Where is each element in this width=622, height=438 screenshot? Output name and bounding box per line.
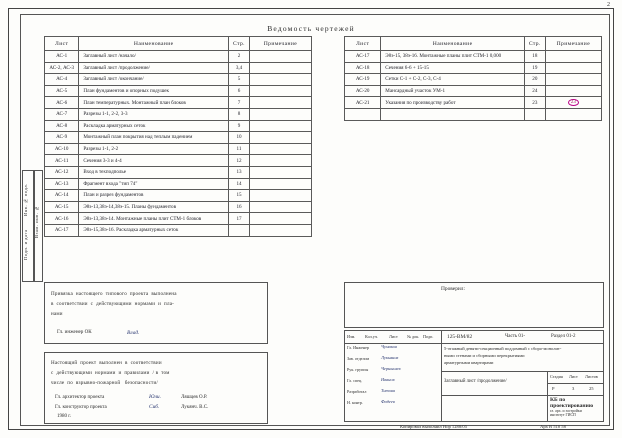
note-top-signature: Влад. [127,330,140,336]
cell-name: План температурных. Монтажный план блоков [79,97,229,109]
table-row [345,74,602,86]
cell-note [249,224,311,236]
table-row-empty [345,108,602,120]
cell-page: 10 [229,132,250,144]
cell-page: 9 [229,120,250,132]
page-corner-number: 2 [607,2,610,8]
note-top-line-1: Привязка настоящего типового проекта выполнена [51,291,177,297]
table-row [45,132,312,144]
cell-sheet: АС-11 [45,155,79,167]
cell-note [249,213,311,225]
table-header-row [45,37,312,51]
left-sheet-list-table [44,36,312,237]
table-row [45,85,312,97]
cell-name: Раскладка арматурных сеток [79,120,229,132]
organization-cell [547,395,603,421]
cell-sheet: АС-9 [45,132,79,144]
cell-name: Вход в техподполье [79,166,229,178]
note-bottom-date: 1980 г. [57,414,71,419]
col-header-note: Примечание [249,37,311,51]
cell-page: 16 [229,201,250,213]
cell-sheet [345,108,381,120]
cell-sheet: АС-2, АС-3 [45,62,79,74]
sheet-title: Заглавный лист /продолжение/ [444,379,507,384]
table-row [45,224,312,236]
cell-sheet: АС-15 [45,201,79,213]
cell-note [249,178,311,190]
cell-note [545,62,601,74]
approval-title: Проверил: [441,286,465,292]
cell-name: Разрезы 1-1, 2-2 [79,143,229,155]
rev-col-header-podp: Подп. [423,334,434,339]
cell-sheet: АС-4 [45,74,79,86]
cell-name: Заглавный лист /продолжение/ [79,62,229,74]
sheet-value: 3 [572,386,575,391]
table-row [45,74,312,86]
rev-col-header-doc: № док. [407,334,420,339]
tb-name-2: Чернышев [381,366,401,371]
cell-note [249,190,311,202]
cell-page: 11 [229,143,250,155]
note-bottom-line-2: с действующими нормами и правилами / в том [51,370,170,376]
stage-value: Р [552,386,555,391]
cell-page: 19 [524,62,545,74]
object-name-line-2: ными стенами и сборными перекрытиями [444,353,525,358]
cell-page: 2 [229,51,250,63]
cell-page: 7 [229,97,250,109]
side-stamp-line-1: Инв. № подл. [23,183,28,216]
cell-note [249,51,311,63]
cell-name: Э8э-13,38э-14,38э-15. Планы фундаментов [79,201,229,213]
cell-name: Монтажный план покрытия над теплым падением [79,132,229,144]
cell-note [545,74,601,86]
col-header-name: Наименование [381,37,525,51]
note-top-signer-label: Гл. инженер ОК [57,329,92,335]
cell-note [249,85,311,97]
cell-note [249,108,311,120]
sheets-label: Листов [585,374,598,379]
cell-note [545,85,601,97]
cell-page: 17 [229,213,250,225]
cell-name: Э8э-15,38э-16. Раскладка арматурных сеток [79,224,229,236]
rev-col-header-list: Лист [389,334,398,339]
approval-box [344,282,604,328]
role-architect: Гл. архитектор проекта [55,395,105,400]
table-row [45,97,312,109]
table-row [345,85,602,97]
table-row [45,166,312,178]
side-stamp-line-2: Подп. и дата [23,229,28,260]
organization-line-3: институт ГИСП [550,413,576,417]
cell-sheet: АС-6 [45,97,79,109]
cell-name: План фундаментов и опорных подушек [79,85,229,97]
signature-architect: Юли. [149,394,161,400]
cell-sheet: АС-16 [45,213,79,225]
table-row [45,201,312,213]
tb-name-5: Фадеев [381,399,395,404]
tb-role-3: Гл. спец. [347,378,363,383]
cell-page: 13 [229,166,250,178]
cell-sheet: АС-1 [45,51,79,63]
cell-sheet: АС-17 [345,51,381,63]
table-row [45,108,312,120]
cell-name: Сечения 3-3 и 4-4 [79,155,229,167]
object-name-line-3: арматурными квартирами [444,360,494,365]
revision-table [345,331,442,421]
name-architect: Ляшцев О.Р. [181,395,208,400]
copy-note: Копировал выполнил Нор 1288/05 [400,424,467,429]
table-row [45,213,312,225]
cell-page: 24 [524,85,545,97]
cell-sheet: АС-20 [345,85,381,97]
table-row [45,143,312,155]
table-row [45,62,312,74]
tb-name-3: Иванов [381,377,395,382]
cell-sheet: АС-13 [45,178,79,190]
tb-name-0: Чумаков [381,344,397,349]
cell-sheet: АС-18 [345,62,381,74]
signature-constructor: Сиб. [149,404,160,410]
cell-sheet: АС-8 [45,120,79,132]
cell-name: Указания по производству работ [381,97,525,109]
cell-name: План и разрез фундаментов [79,190,229,202]
cell-name: Заглавный лист /окончание/ [79,74,229,86]
cell-name: Э8э-13,38э-14. Монтажные планы плит СТМ-1 блоков [79,213,229,225]
tb-role-4: Разработал [347,389,367,394]
cell-page: 14 [229,178,250,190]
cell-note [249,155,311,167]
note-bottom-line-1: Настоящий проект выполнен в соответствии [51,360,162,366]
cell-sheet: АС-21 [345,97,381,109]
sheet-label: Лист [569,374,578,379]
object-name-block [441,343,603,372]
table-row [345,97,602,109]
cell-page [229,224,250,236]
table-row [45,178,312,190]
cell-page: 3,4 [229,62,250,74]
cell-page: 15 [229,190,250,202]
cell-sheet: АС-12 [45,166,79,178]
cell-page: 8 [229,108,250,120]
project-code: 125-ВМ/82 [447,334,473,340]
col-header-page: Стр. [524,37,545,51]
tb-role-5: Н. контр. [347,400,363,405]
organization-name: КБ по проектированию [550,397,594,409]
cell-name: Мансардный участок УМ-1 [381,85,525,97]
compliance-note-box [44,352,268,424]
part-label: Часть 01- [505,334,526,339]
cell-name: Заглавный лист /начало/ [79,51,229,63]
col-header-name: Наименование [79,37,229,51]
cell-page: 12 [229,155,250,167]
cell-note [249,120,311,132]
page-title: Ведомость чертежей [267,24,355,33]
tb-name-1: Лукьянов [381,355,399,360]
sheets-value: 25 [589,386,594,391]
cell-note [249,74,311,86]
cell-name [381,108,525,120]
table-row [345,51,602,63]
tb-role-1: Зав. отделом [347,356,370,361]
cell-note [249,62,311,74]
cell-sheet: АС-5 [45,85,79,97]
rev-col-header-kol: Кол.уч. [365,334,379,339]
cell-name: Разрезы 1-1, 2-2, 3-3 [79,108,229,120]
cell-name: Фрагмент входа "тип 74" [79,178,229,190]
tb-role-0: Гл. Инженер [347,345,369,350]
cell-name: Сечения 6-6 + 15-15 [381,62,525,74]
table-row [345,62,602,74]
object-name-line-1: 5-этажный девяти-секционный поддомный с сборо-монолит- [444,346,562,351]
col-header-note: Примечание [545,37,601,51]
table-row [45,51,312,63]
note-top-line-2: в соответствии с действующими нормами и пла- [51,301,175,307]
cell-page: 23 [524,97,545,109]
stage-label: Стадия [550,374,563,379]
table-row [45,120,312,132]
cell-sheet: АС-19 [345,74,381,86]
table-row [45,190,312,202]
cell-page: 6 [229,85,250,97]
cell-note-circled [545,97,601,109]
tb-name-4: Титова [381,388,395,393]
cell-page: 20 [524,74,545,86]
note-bottom-line-3: числе по взрывно-пожарной безопасности/ [51,380,159,386]
tb-role-2: Рук. группы [347,367,369,372]
role-constructor: Гл. конструктор проекта [55,405,107,410]
title-block [344,330,604,422]
cell-name: Сетки С-1 + С-2, С-3, С-4 [381,74,525,86]
table-header-row [345,37,602,51]
cell-sheet: АС-17 [45,224,79,236]
col-header-page: Стр. [229,37,250,51]
cell-name: Э8э-15, 38э-16. Монтажные планы плит СТМ-1 0,000 [381,51,525,63]
cell-note [545,51,601,63]
cell-note [249,201,311,213]
sheet-title-cell [441,371,548,396]
table-row [45,155,312,167]
cell-page [524,108,545,120]
cell-sheet: АС-14 [45,190,79,202]
organization-line-2: гл. арх. и застройки [550,409,582,413]
right-sheet-list-table [344,36,602,121]
cell-page: 18 [524,51,545,63]
attachment-note-box [44,282,268,344]
col-header-sheet: Лист [345,37,381,51]
archive-note: Арх В 510 58 [540,424,566,429]
note-top-line-3: нами [51,311,63,317]
sheet-title-cell-2 [441,395,548,421]
cell-note [249,132,311,144]
side-stamp-line-3: Взам. инв. № [34,205,39,238]
cell-note [249,166,311,178]
cell-sheet: АС-7 [45,108,79,120]
cell-note [545,108,601,120]
section-label: Раздел 01-2 [551,334,576,339]
rev-col-header-izm: Изм. [347,334,356,339]
name-constructor: Лукянч. В.С. [181,405,209,410]
cell-note [249,143,311,155]
cell-note [249,97,311,109]
note-badge: 23 [568,99,579,106]
col-header-sheet: Лист [45,37,79,51]
cell-page: 5 [229,74,250,86]
cell-sheet: АС-10 [45,143,79,155]
